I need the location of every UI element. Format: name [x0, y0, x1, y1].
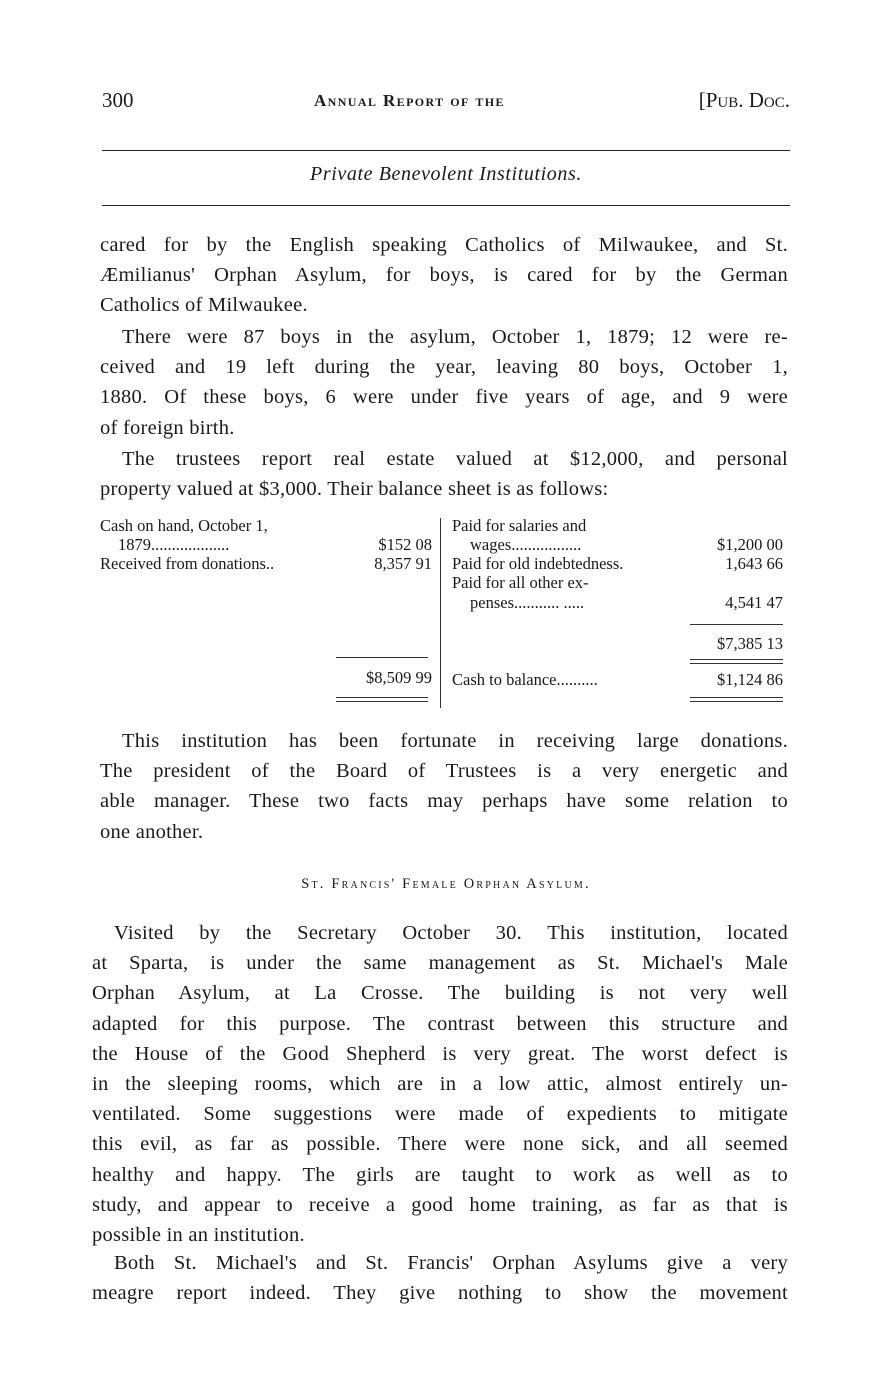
ledger-label: penses........... ..... — [470, 593, 585, 612]
header-rule — [102, 150, 790, 151]
ledger-amount: $152 08 — [378, 535, 432, 554]
text-line: Orphan Asylum, at La Crosse. The building is not very well — [92, 982, 788, 1005]
ledger-label: Paid for old indebtedness. — [452, 554, 624, 573]
column-divider — [440, 518, 441, 708]
text-line: one another. — [100, 820, 204, 843]
subheading: St. Francis' Female Orphan Asylum. — [301, 876, 591, 892]
text-line: possible in an institution. — [92, 1224, 305, 1247]
ledger-amount: 1,643 66 — [725, 554, 783, 573]
text-line: There were 87 boys in the asylum, October 1, 1879; 12 were re- — [122, 326, 788, 348]
ledger-label: Paid for all other ex- — [452, 573, 589, 592]
text-line: 1880. Of these boys, 6 were under five years of age, and 9 were — [100, 386, 788, 409]
text-line: healthy and happy. The girls are taught to work as well as to — [92, 1163, 788, 1186]
ledger-amount: 8,357 91 — [374, 554, 432, 573]
text-line: the House of the Good Shepherd is very great. The worst defect is — [92, 1042, 788, 1065]
text-line: The trustees report real estate valued at $12,000, and personal — [122, 448, 788, 470]
section-title: Private Benevolent Institutions. — [310, 163, 582, 185]
ledger-label: Cash to balance.......... — [452, 670, 598, 689]
balance-sheet — [100, 516, 790, 712]
ledger-label: Received from donations.. — [100, 554, 275, 573]
text-line: The president of the Board of Trustees is a very energetic and — [100, 760, 788, 783]
ledger-label: wages................. — [470, 535, 582, 554]
text-line: in the sleeping rooms, which are in a low attic, almost entirely un- — [92, 1073, 788, 1096]
paragraph-4 — [100, 726, 788, 847]
paragraph-6 — [92, 1248, 788, 1308]
paragraph-2 — [100, 322, 788, 443]
paragraph-3 — [100, 444, 788, 504]
subtotal-rule — [690, 624, 783, 625]
ledger-label: Cash on hand, October 1, — [100, 516, 268, 535]
text-line: Æmilianus' Orphan Asylum, for boys, is cared for by the German — [100, 264, 788, 287]
paragraph-5 — [92, 918, 788, 1250]
text-line: adapted for this purpose. The contrast between this structure and — [92, 1012, 788, 1035]
ledger-amount: $1,200 00 — [717, 535, 783, 554]
paragraph-1 — [100, 230, 788, 321]
ledger-amount: 4,541 47 — [725, 593, 783, 612]
section-rule — [102, 205, 790, 206]
text-line: ventilated. Some suggestions were made of expedients to mitigate — [92, 1103, 788, 1126]
text-line: This institution has been fortunate in receiving large donations. — [122, 730, 788, 752]
page-number: 300 — [102, 88, 134, 112]
running-title: Annual Report of the — [314, 91, 505, 110]
double-rule — [690, 659, 783, 664]
text-line: ceived and 19 left during the year, leaving 80 boys, October 1, — [100, 356, 788, 379]
double-rule — [690, 697, 783, 702]
text-line: at Sparta, is under the same management as St. Michael's Male — [92, 952, 788, 975]
text-line: able manager. These two facts may perhaps have some relation to — [100, 790, 788, 813]
total-rule — [336, 657, 428, 658]
text-line: Catholics of Milwaukee. — [100, 294, 308, 317]
ledger-label: Paid for salaries and — [452, 516, 587, 535]
text-line: this evil, as far as possible. There were none sick, and all seemed — [92, 1133, 788, 1156]
text-line: Visited by the Secretary October 30. This institution, located — [114, 922, 788, 944]
document-label: [Pub. Doc. — [698, 88, 790, 112]
text-line: meagre report indeed. They give nothing to show the movement — [92, 1282, 788, 1305]
ledger-balance: $1,124 86 — [717, 670, 783, 689]
text-line: of foreign birth. — [100, 416, 235, 439]
text-line: study, and appear to receive a good home training, as far as that is — [92, 1193, 788, 1216]
text-line: cared for by the English speaking Catholics of Milwaukee, and St. — [100, 234, 788, 256]
running-head — [102, 88, 790, 118]
text-line: property valued at $3,000. Their balance sheet is as follows: — [100, 478, 609, 501]
double-rule — [336, 697, 428, 702]
ledger-total: $8,509 99 — [366, 668, 432, 687]
ledger-subtotal: $7,385 13 — [717, 634, 783, 653]
ledger-label: 1879................... — [118, 535, 230, 554]
text-line: Both St. Michael's and St. Francis' Orphan Asylums give a very — [114, 1252, 788, 1274]
